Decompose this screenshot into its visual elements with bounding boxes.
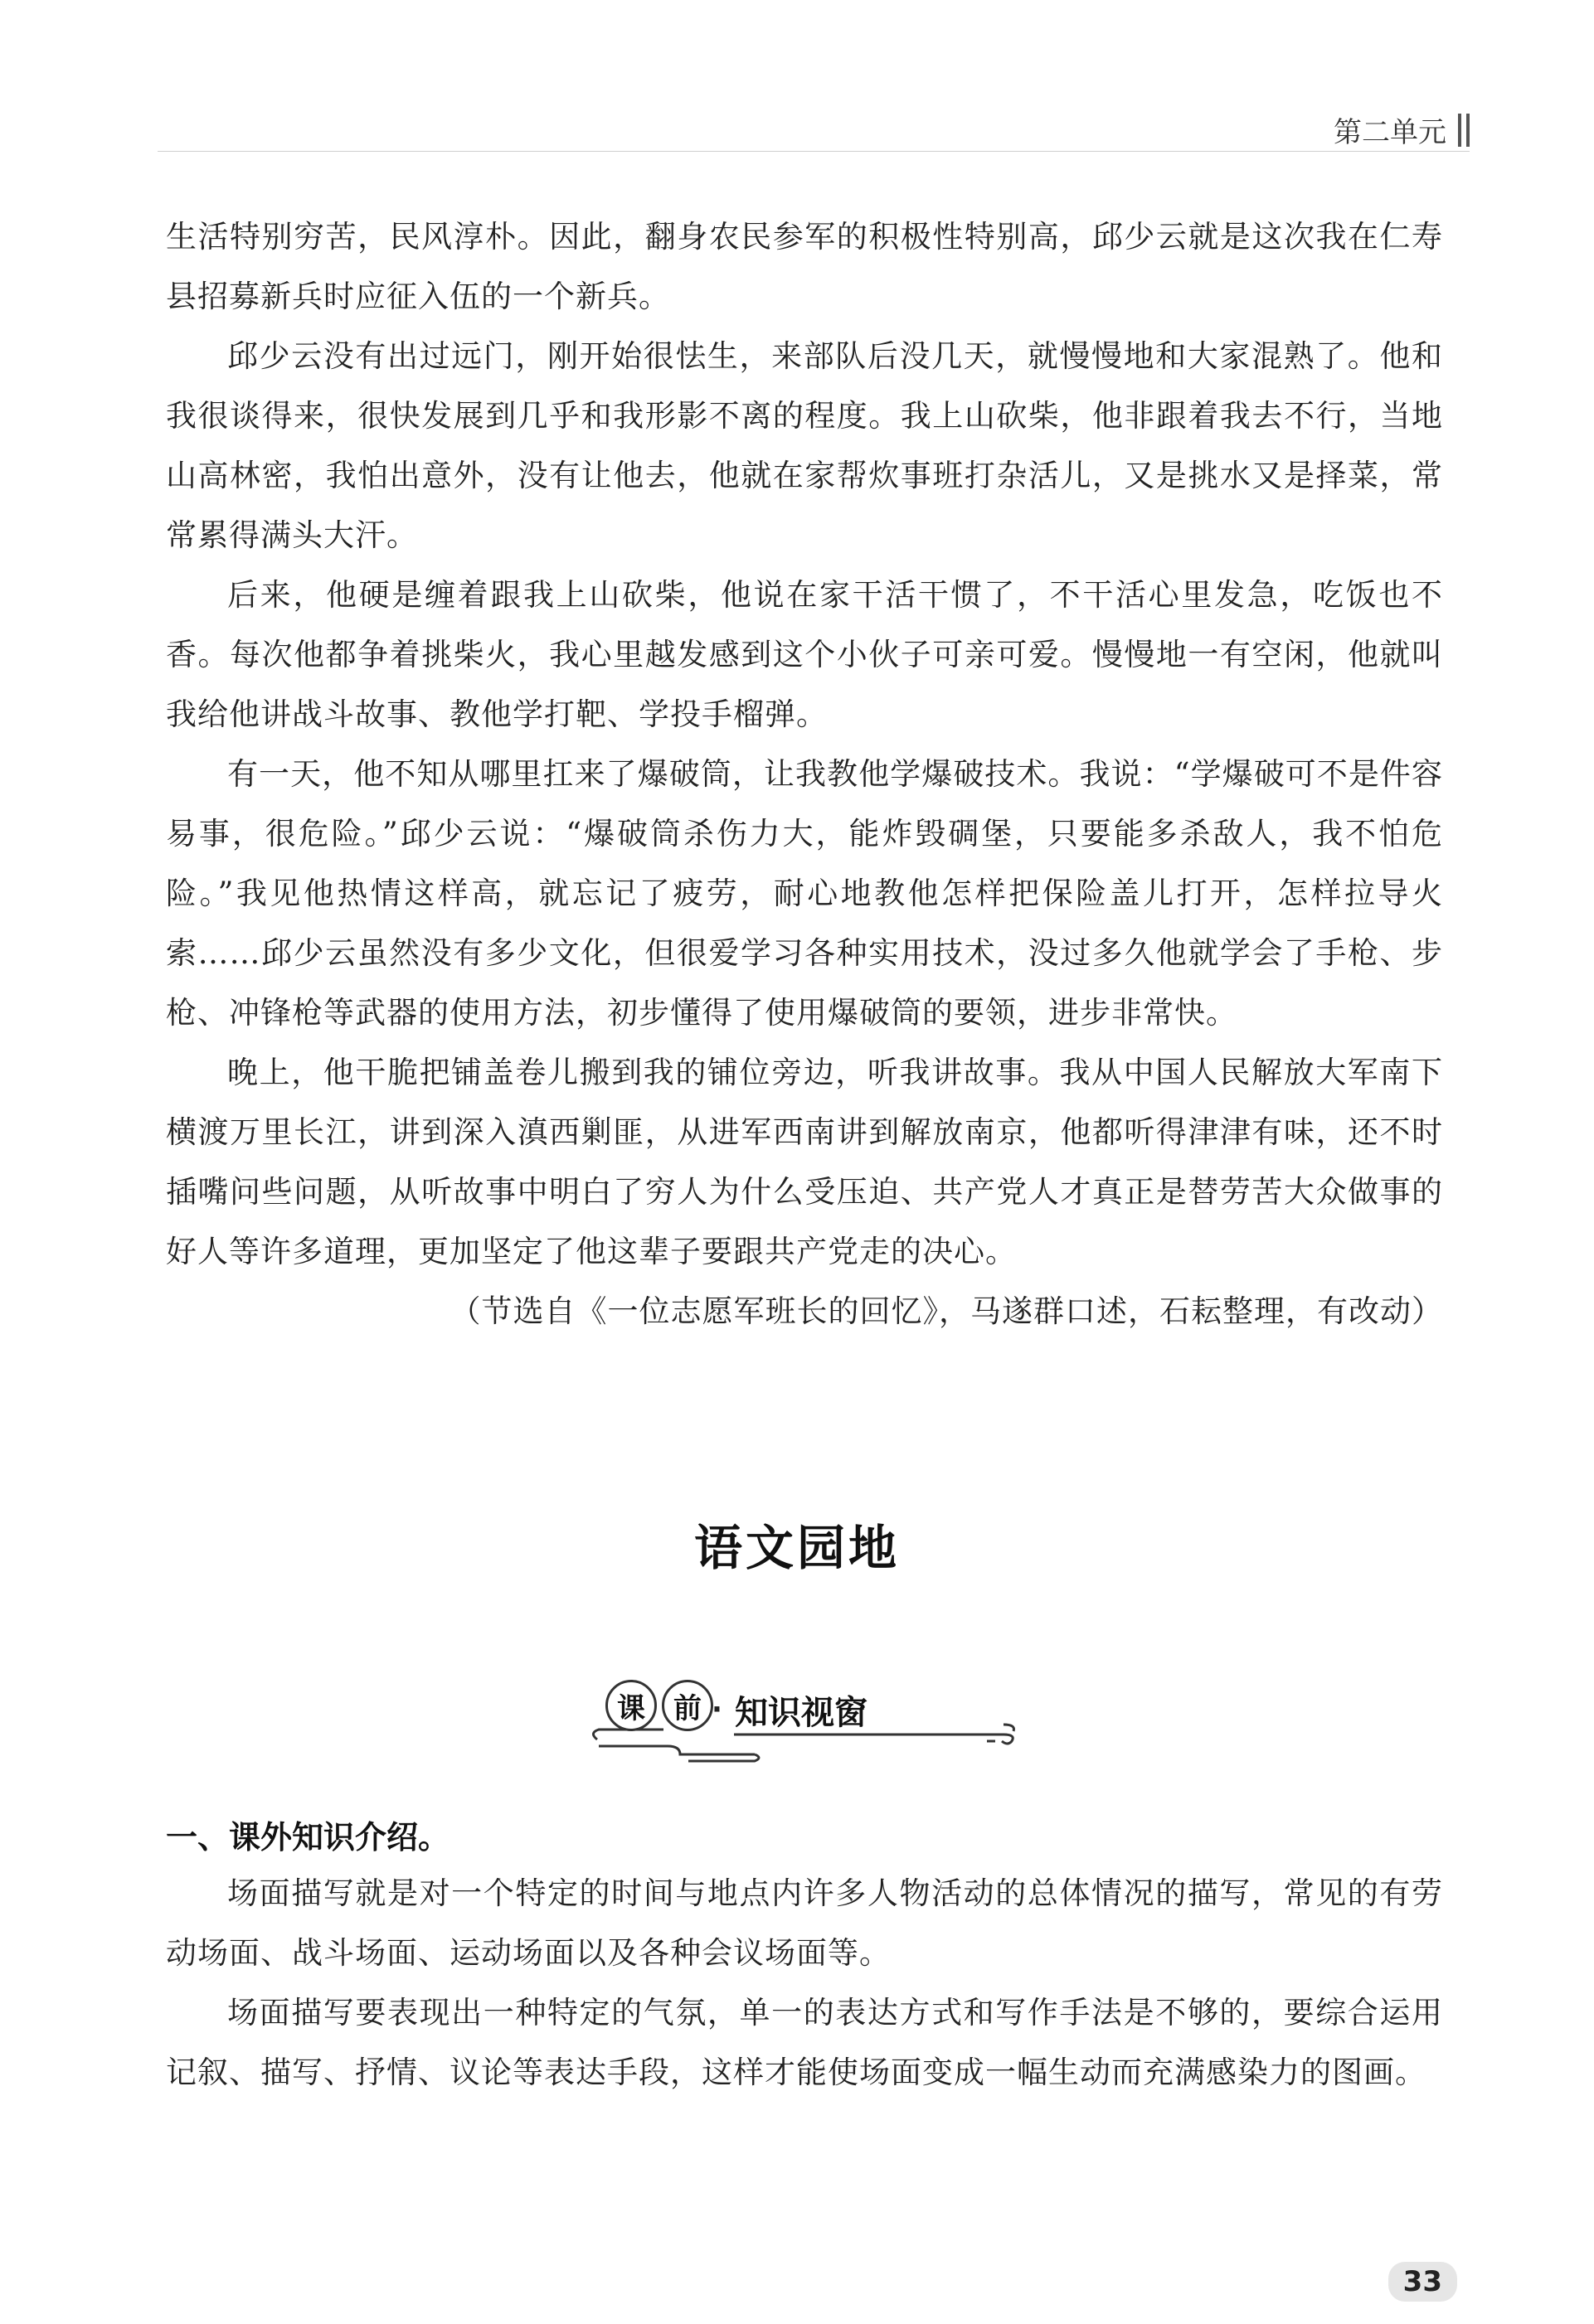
source-citation: （节选自《一位志愿军班长的回忆》，马遂群口述，石耘整理，有改动） (450, 1293, 1443, 1329)
banner-char-qian: 前 (662, 1680, 713, 1731)
unit-label: 第二单元 (1334, 116, 1446, 149)
banner-dot: · (712, 1693, 722, 1726)
story-paragraph: 晚上，他干脆把铺盖卷儿搬到我的铺位旁边，听我讲故事。我从中国人民解放大军南下横渡万里长江，讲到深入滇西剿匪，从进军西南讲到解放南京，他都听得津津有味，还不时插嘴问些问题，从听故事中明白了穷人为什么受压迫、共产党人才真正是替劳苦大众做事的好人等许多道理，更加坚定了他这辈子要跟共产党走的决心。 (166, 1055, 1443, 1269)
banner-title: 知识视窗 (735, 1694, 867, 1732)
story-paragraph: 生活特别穷苦，民风淳朴。因此，翻身农民参军的积极性特别高，邱少云就是这次我在仁寿县招募新兵时应征入伍的一个新兵。 (166, 219, 1443, 314)
story-paragraph: 邱少云没有出过远门，刚开始很怯生，来部队后没几天，就慢慢地和大家混熟了。他和我很谈得来，很快发展到几乎和我形影不离的程度。我上山砍柴，他非跟着我去不行，当地山高林密，我怕出意外，没有让他去，他就在家帮炊事班打杂活儿，又是挑水又是择菜，常常累得满头大汗。 (166, 338, 1443, 553)
knowledge-paragraph: 场面描写要表现出一种特定的气氛，单一的表达方式和写作手法是不够的，要综合运用记叙、描写、抒情、议论等表达手段，这样才能使场面变成一幅生动而充满感染力的图画。 (166, 1995, 1443, 2090)
page-number: 33 (1388, 2262, 1457, 2302)
unit-bars-decoration (1458, 114, 1470, 147)
header-divider (158, 151, 1470, 152)
banner-char-ke: 课 (605, 1680, 657, 1731)
section-title: 语文园地 (693, 1520, 900, 1576)
story-excerpt (166, 207, 1443, 1342)
knowledge-heading: 一、课外知识介绍。 (166, 1819, 450, 1856)
knowledge-window-banner (589, 1675, 1020, 1774)
unit-header (1334, 109, 1470, 150)
story-paragraph: 后来，他硬是缠着跟我上山砍柴，他说在家干活干惯了，不干活心里发急，吃饭也不香。每次他都争着挑柴火，我心里越发感到这个小伙子可亲可爱。慢慢地一有空闲，他就叫我给他讲战斗故事、教他学打靶、学投手榴弹。 (166, 577, 1443, 732)
story-paragraph: 有一天，他不知从哪里扛来了爆破筒，让我教他学爆破技术。我说：“学爆破可不是件容易事，很危险。”邱少云说：“爆破筒杀伤力大，能炸毁碉堡，只要能多杀敌人，我不怕危险。”我见他热情这样高，就忘记了疲劳，耐心地教他怎样把保险盖儿打开，怎样拉导火索……邱少云虽然没有多少文化，但很爱学习各种实用技术，没过多久他就学会了手枪、步枪、冲锋枪等武器的使用方法，初步懂得了使用爆破筒的要领，进步非常快。 (166, 756, 1443, 1031)
knowledge-body (166, 1864, 1443, 2103)
knowledge-paragraph: 场面描写就是对一个特定的时间与地点内许多人物活动的总体情况的描写，常见的有劳动场面、战斗场面、运动场面以及各种会议场面等。 (166, 1875, 1443, 1971)
